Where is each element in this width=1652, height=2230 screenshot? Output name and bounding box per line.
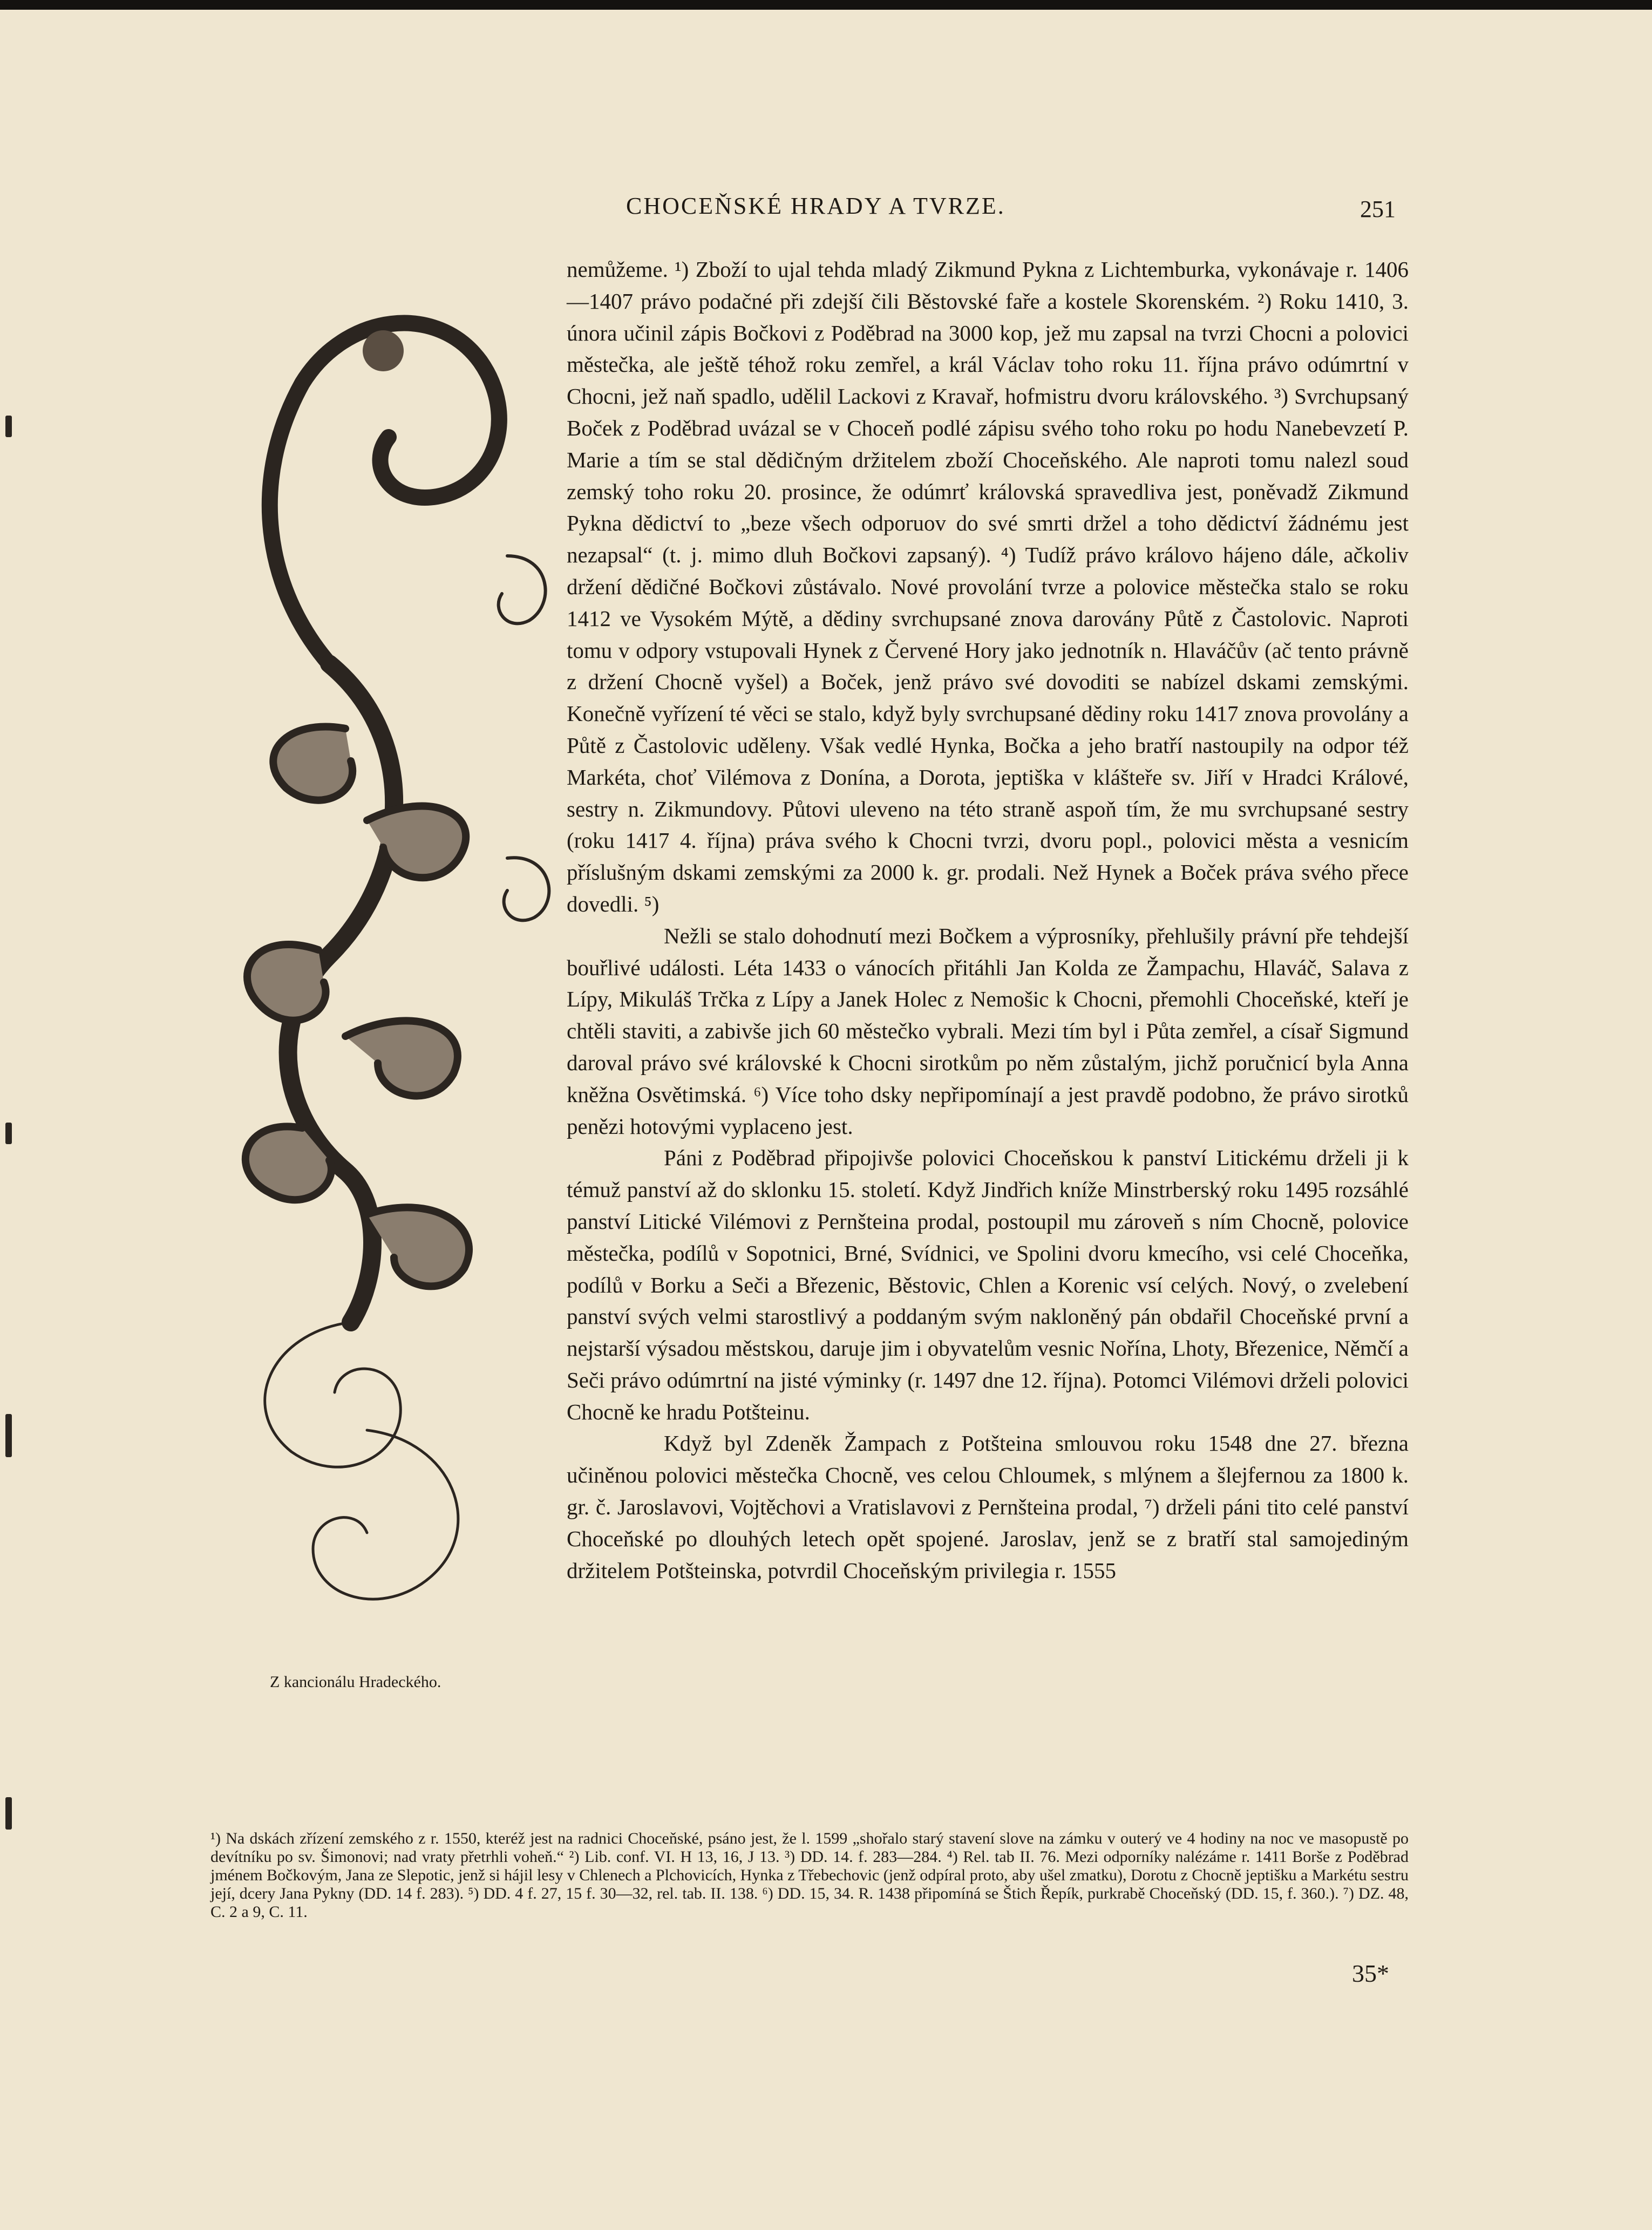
body-paragraph: Nežli se stalo dohodnutí mezi Bočkem a výprosníky, přehlušily právní pře tehdejší bouřlivé události. Léta 1433 o vánocích přitáhli Jan Kolda ze Žampachu, Hlaváč, Salava z Lípy, Mikuláš Trčka z Lípy a Janek Holec z Nemošic k Chocni, přemohli Choceňské, kteří je chtěli staviti, a zabivše jich 60 městečko vybrali. Mezi tím byl i Půta zemřel, a císař Sigmund daroval právo své královské k Chocni sirotkům po něm zůstalým, jichž poručnicí byla Anna kněžna Osvětimská. ⁶) Více toho dsky nepřipomínají a jest pravdě podobno, že právo sirotků penězi hotovými vyplaceno jest.	[567, 923, 1409, 1139]
scan-top-border	[0, 0, 1652, 10]
binding-hole-mark	[5, 1123, 12, 1144]
body-paragraph: Páni z Poděbrad připojivše polovici Choceňskou k panství Litickému drželi ji k témuž panství až do sklonku 15. století. Když Jindřich kníže Minstrberský roku 1495 rozsáhlé panství Litické Vilémovi z Pernšteina prodal, postoupil mu zároveň s ním Chocně, polovice městečka, podílů v Sopotnici, Brné, Svídnici, ve Spolini dvoru kmecího, vsi celé Choceňka, podílů v Borku a Seči a Březenic, Běstovic, Chlen a Korenic vsí celých. Nový, o zvelebení panství svých velmi starostlivý a poddaným svým nakloněný pán obdařil Choceňské první a nejstarší výsadou městskou, daruje jim i obyvatelům vesnic Nořína, Lhoty, Březenice, Němčí a Seči právo odúmrtní na jisté výminky (r. 1497 dne 12. října). Potomci Vilémovi drželi polovici Chocně ke hradu Potšteinu.	[567, 1145, 1409, 1424]
body-paragraph: Když byl Zdeněk Žampach z Potšteina smlouvou roku 1548 dne 27. března učiněnou polovici městečka Chocně, ves celou Chloumek, s mlýnem a šlejfernou za 1800 k. gr. č. Jaroslavovi, Vojtěchovi a Vratislavovi z Pernšteina prodal, ⁷) drželi páni tito celé panství Choceňské po dlouhých letech opět spojené. Jaroslav, jenž se z bratří stal samojediným držitelem Potšteinska, potvrdil Choceňským privilegia r. 1555	[567, 1431, 1409, 1583]
page-number: 251	[1360, 196, 1396, 222]
body-text	[567, 254, 1409, 1586]
footnotes	[210, 1830, 1409, 1921]
body-paragraph: nemůžeme. ¹) Zboží to ujal tehda mladý Zikmund Pykna z Lichtemburka, vykonávaje r. 1406—1407 právo podačné při zdejší čili Běstovské faře a kostele Skorenském. ²) Roku 1410, 3. února učinil zápis Bočkovi z Poděbrad na 3000 kop, jež mu zapsal na tvrzi Chocni a polovici městečka, ale ještě téhož roku zemřel, a král Václav toho roku 11. října právo odúmrtní v Chocni, jež naň spadlo, udělil Lackovi z Kravař, hofmistru dvoru královského. ³) Svrchupsaný Boček z Poděbrad uvázal se v Choceň podlé zápisu svého toho roku po hodu Nanebevzetí P. Marie a tím se stal dědičným držitelem zboží Choceňského. Ale naproti tomu nalezl soud zemský toho roku 20. prosince, že odúmrť královská spravedliva jest, poněvadž Zikmund Pykna dědictví to „beze všech odporuov do své smrti držel a toho dědictví žádnému jest nezapsal“ (t. j. mimo dluh Bočkovi zapsaný). ⁴) Tudíž právo královo hájeno dále, ačkoliv držení dědičné Bočkovi zůstávalo. Nové provolání tvrze a polovice městečka stalo se roku 1412 ve Vysokém Mýtě, a dědiny svrchupsané znova darovány Půtě z Častolovic. Naproti tomu v odpory vstupovali Hynek z Červené Hory jako jednotník n. Hlaváčův (ač tento právně z držení Chocně vyšel) a Boček, jenž právo své dovoditi se nabízel dskami zemskými. Konečně vyřízení té věci se stalo, když byly svrchupsané dědiny roku 1417 znova provolány a Půtě z Častolovic uděleny. Však vedlé Hynka, Bočka a jeho bratří nastoupily na odpor též Markéta, choť Vilémova z Donína, a Dorota, jeptiška v klášteře sv. Jiří v Hradci Králové, sestry n. Zikmundovy. Půtovi uleveno na této straně aspoň tím, že mu svrchupsané sestry (roku 1417 4. října) práva svého k Chocni tvrzi, dvoru popl., polovici města a vesnicím příslušným dskami zemskými za 2000 k. gr. prodali. Než Hynek a Boček práva svého přece dovedli. ⁵)	[567, 257, 1409, 916]
page-header	[0, 188, 1652, 226]
binding-hole-mark	[5, 1414, 12, 1457]
ornamental-scroll-illustration	[205, 254, 561, 1657]
signature-mark: 35*	[1352, 1960, 1389, 1987]
binding-hole-mark	[5, 1797, 12, 1830]
running-title: CHOCEŇSKÉ HRADY A TVRZE.	[626, 193, 1005, 219]
footnote-text: ¹) Na dskách zřízení zemského z r. 1550, kteréž jest na radnici Choceňské, psáno jest, že l. 1599 „shořalo starý stavení slove na zámku v outerý ve 4 hodiny na noc ve masopustě po devítníku po sv. Šimonovi; nad vraty přetrhli voheň.“ ²) Lib. conf. VI. H 13, 16, J 13. ³) DD. 14. f. 283—284. ⁴) Rel. tab II. 76. Mezi odporníky nalézáme r. 1411 Borše z Poděbrad jménem Bočkovým, Jana ze Slepotic, jenž si hájil lesy v Chlenech a Plchovicích, Hynka z Třebechovic (jenž odpíral proto, aby ušel zmatku), Dorotu z Chocně jeptišku a Markétu sestru její, dcery Jana Pykny (DD. 14 f. 283). ⁵) DD. 4 f. 27, 15 f. 30—32, rel. tab. II. 138. ⁶) DD. 15, 34. R. 1438 připomíná se Štich Řepík, purkrabě Choceňský (DD. 15, f. 360.). ⁷) DZ. 48, C. 2 a 9, C. 11.	[210, 1830, 1409, 1921]
binding-hole-mark	[5, 416, 12, 437]
figure-caption: Z kancionálu Hradeckého.	[270, 1673, 441, 1691]
